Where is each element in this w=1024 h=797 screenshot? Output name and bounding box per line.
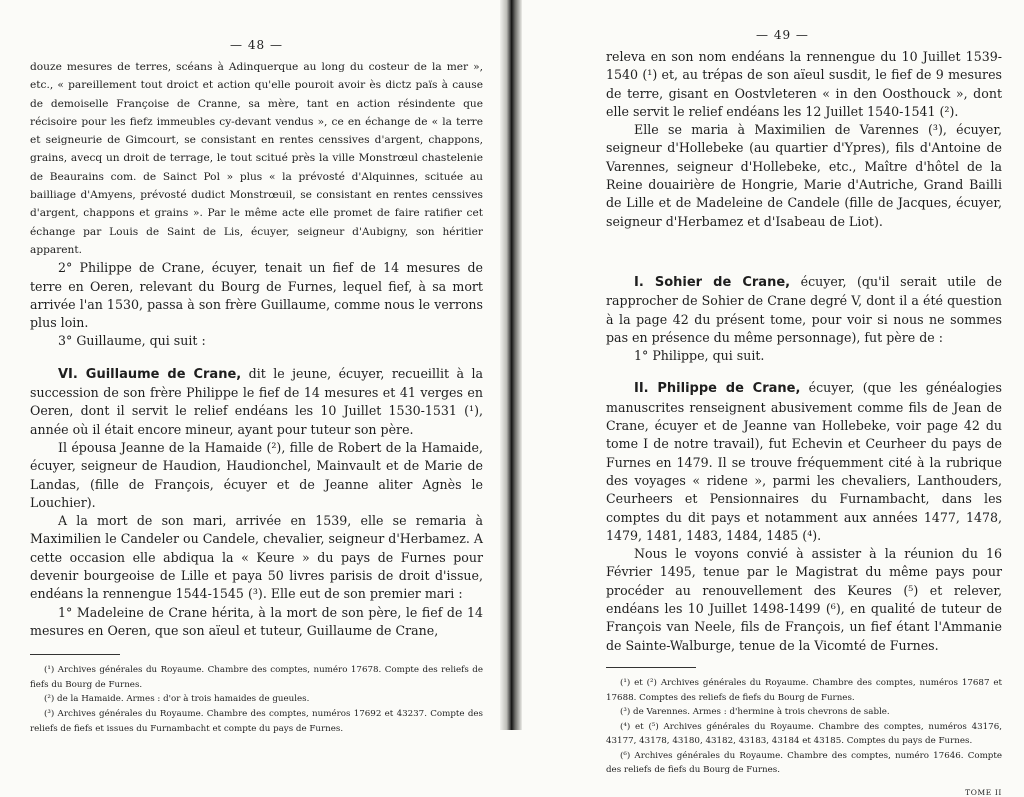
- footnote-right-3: (⁴) et (⁵) Archives générales du Royaume. Chambre des comptes, numéros 43176, 43177, 43178, 43180, 43182, 43183, 43184 et 43185. Comptes du pays de Furnes.: [606, 721, 1002, 747]
- paragraph-philippe-suit: 1° Philippe, qui suit.: [634, 348, 765, 364]
- paragraph-madeleine: 1° Madeleine de Crane hérita, à la mort de son père, le fief de 14 mesures en Oeren, que son aïeul et tuteur, Guillaume de Crane,: [30, 604, 483, 638]
- paragraph-assembly: Nous le voyons convié à assister à la réunion du 16 Février 1495, tenue par le Magistrat du même pays pour procéder au renouvellement des Keures (⁵) et relever, endéans les 10 Juillet 1498-1499 (⁶), en qualité de tuteur de François van Neele, fils de François, un fief étant l'Ammanie de Sainte-Walburge, tenue de la Vicomté de Furnes.: [606, 546, 1002, 653]
- section-ii: [606, 379, 1002, 545]
- section-ii-title: II. Philippe de Crane,: [634, 381, 801, 397]
- paragraph-philippe: 2° Philippe de Crane, écuyer, tenait un fief de 14 mesures de terre en Oeren, relevant du Bourg de Furnes, lequel fief, à sa mort arrivée l'an 1530, passa à son frère Guillaume, comme nous le verrons plus loin.: [30, 260, 483, 331]
- footnote-divider-right: [606, 667, 696, 668]
- footnote-right-2: (³) de Varennes. Armes : d'hermine à trois chevrons de sable.: [620, 707, 890, 718]
- section-i-title: I. Sohier de Crane,: [634, 274, 791, 290]
- paragraph-guillaume-suit: 3° Guillaume, qui suit :: [58, 333, 206, 349]
- paragraph-relief: releva en son nom endéans la rennengue du 10 Juillet 1539-1540 (¹) et, au trépas de son aïeul susdit, le fief de 9 mesures de terre, gisant en Oostvleteren « in den Oosthouck », dont elle servit le relief endéans les 12 Juillet 1540-1541 (²).: [606, 49, 1002, 119]
- section-ii-text: écuyer, (que les généalogies manuscrites renseignent abusivement comme fils de Jean de Crane, écuyer et de Jeanne van Hollebeke, voir page 42 du tome I de notre travail), fut Echevin et Ceurheer du pays de Furnes en 1479. Il se trouve fréquemment cité à la rubrique des voyages « ridene », parmi les chevaliers, Lanthouders, Ceurheers et Pensionnaires du Furnambacht, dans les comptes du dit pays et notamment aux années 1477, 1478, 1479, 1481, 1483, 1484, 1485 (⁴).: [606, 380, 1002, 543]
- footnote-left-2: (²) de la Hamaide. Armes : d'or à trois hamaides de gueules.: [44, 694, 310, 705]
- paragraph-marriage: Il épousa Jeanne de la Hamaide (²), fille de Robert de la Hamaide, écuyer, seigneur de Haudion, Haudionchel, Mainvault et de Marie de Landas, (fille de François, écuyer et de Jeanne aliter Agnès le Louchier).: [30, 439, 483, 510]
- section-vi-text: dit le jeune, écuyer, recueillit à la succession de son frère Philippe le fief de 14 mesures et 41 verges en Oeren, dont il servit le relief endéans les 10 Juillet 1530-1531 (¹), année où il était encore mineur, ayant pour tuteur son père.: [30, 365, 483, 437]
- right-page: [518, 0, 1024, 797]
- paragraph-exchange-deed: douze mesures de terres, scéans à Adinquerque au long du costeur de la mer », etc., « pareillement tout droict et action qu'elle pouroit avoir ès dictz païs à cause de demoiselle Françoise de Cranne, sa mère, tant en action résindente que récisoire pour les fiefz immeubles cy-devant vendus », ce en échange de « la terre et seigneurie de Gimcourt, se consistant en rentes censsives d'argent, chappons, grains, avecq un droit de terrage, le tout scitué près la ville Monstrœul chastelenie de Beaurains com. de Sainct Pol » plus « la prévosté d'Alquinnes, scituée au bailliage d'Amyens, prévosté dudict Monstrœuil, se consistant en rentes censsives d'argent, chappons et grains ». Par le même acte elle promet de faire ratifier cet échange par Louis de Saint de Lis, écuyer, seigneur d'Aubigny, son héritier apparent.: [30, 61, 483, 256]
- footnote-divider-left: [30, 654, 120, 655]
- section-i-text: écuyer, (qu'il serait utile de rapprocher de Sohier de Crane degré V, dont il a été question à la page 42 du présent tome, pour voir si nous ne sommes pas en présence du même personnage), fut père de :: [606, 273, 1002, 345]
- section-vi-title: VI. Guillaume de Crane,: [58, 366, 242, 382]
- footnote-left-1: (¹) Archives générales du Royaume. Chambre des comptes, numéro 17678. Compte des reliefs de fiefs du Bourg de Furnes.: [30, 665, 483, 690]
- footnote-left-3: (³) Archives générales du Royaume. Chambre des comptes, numéros 17692 et 43237. Compte des reliefs de fiefs et issues du Furnambacht et compte du pays de Furnes.: [30, 708, 483, 734]
- footnote-right-4: (⁶) Archives générales du Royaume. Chambre des comptes, numéro 17646. Compte des reliefs de fiefs du Bourg de Furnes.: [606, 750, 1002, 776]
- page-number-left: — 48 —: [230, 38, 283, 52]
- section-vi: [30, 365, 483, 439]
- signature-mark: TOME II: [965, 788, 1002, 797]
- section-i: [606, 273, 1002, 347]
- page-number-right: — 49 —: [756, 28, 809, 42]
- footnote-right-1: (¹) et (²) Archives générales du Royaume. Chambre des comptes, numéros 17687 et 17688. Comptes des reliefs de fiefs du Bourg de Furnes.: [606, 677, 1002, 703]
- left-page: [0, 0, 505, 734]
- paragraph-remarriage: A la mort de son mari, arrivée en 1539, elle se remaria à Maximilien le Candeler ou Candele, chevalier, seigneur d'Herbamez. A cette occasion elle abdiqua la « Keure » du pays de Furnes pour devenir bourgeoise de Lille et paya 50 livres parisis de droit d'issue, endéans la rennengue 1544-1545 (³). Elle eut de son premier mari :: [30, 513, 483, 602]
- paragraph-varennes: Elle se maria à Maximilien de Varennes (³), écuyer, seigneur d'Hollebeke (au quartier d'Ypres), fils d'Antoine de Varennes, seigneur d'Hollebeke, etc., Maître d'hôtel de la Reine douairière de Hongrie, Marie d'Autriche, Grand Bailli de Lille et de Madeleine de Candele (fille de Jacques, écuyer, seigneur d'Herbamez et d'Isabeau de Liot).: [606, 122, 1002, 229]
